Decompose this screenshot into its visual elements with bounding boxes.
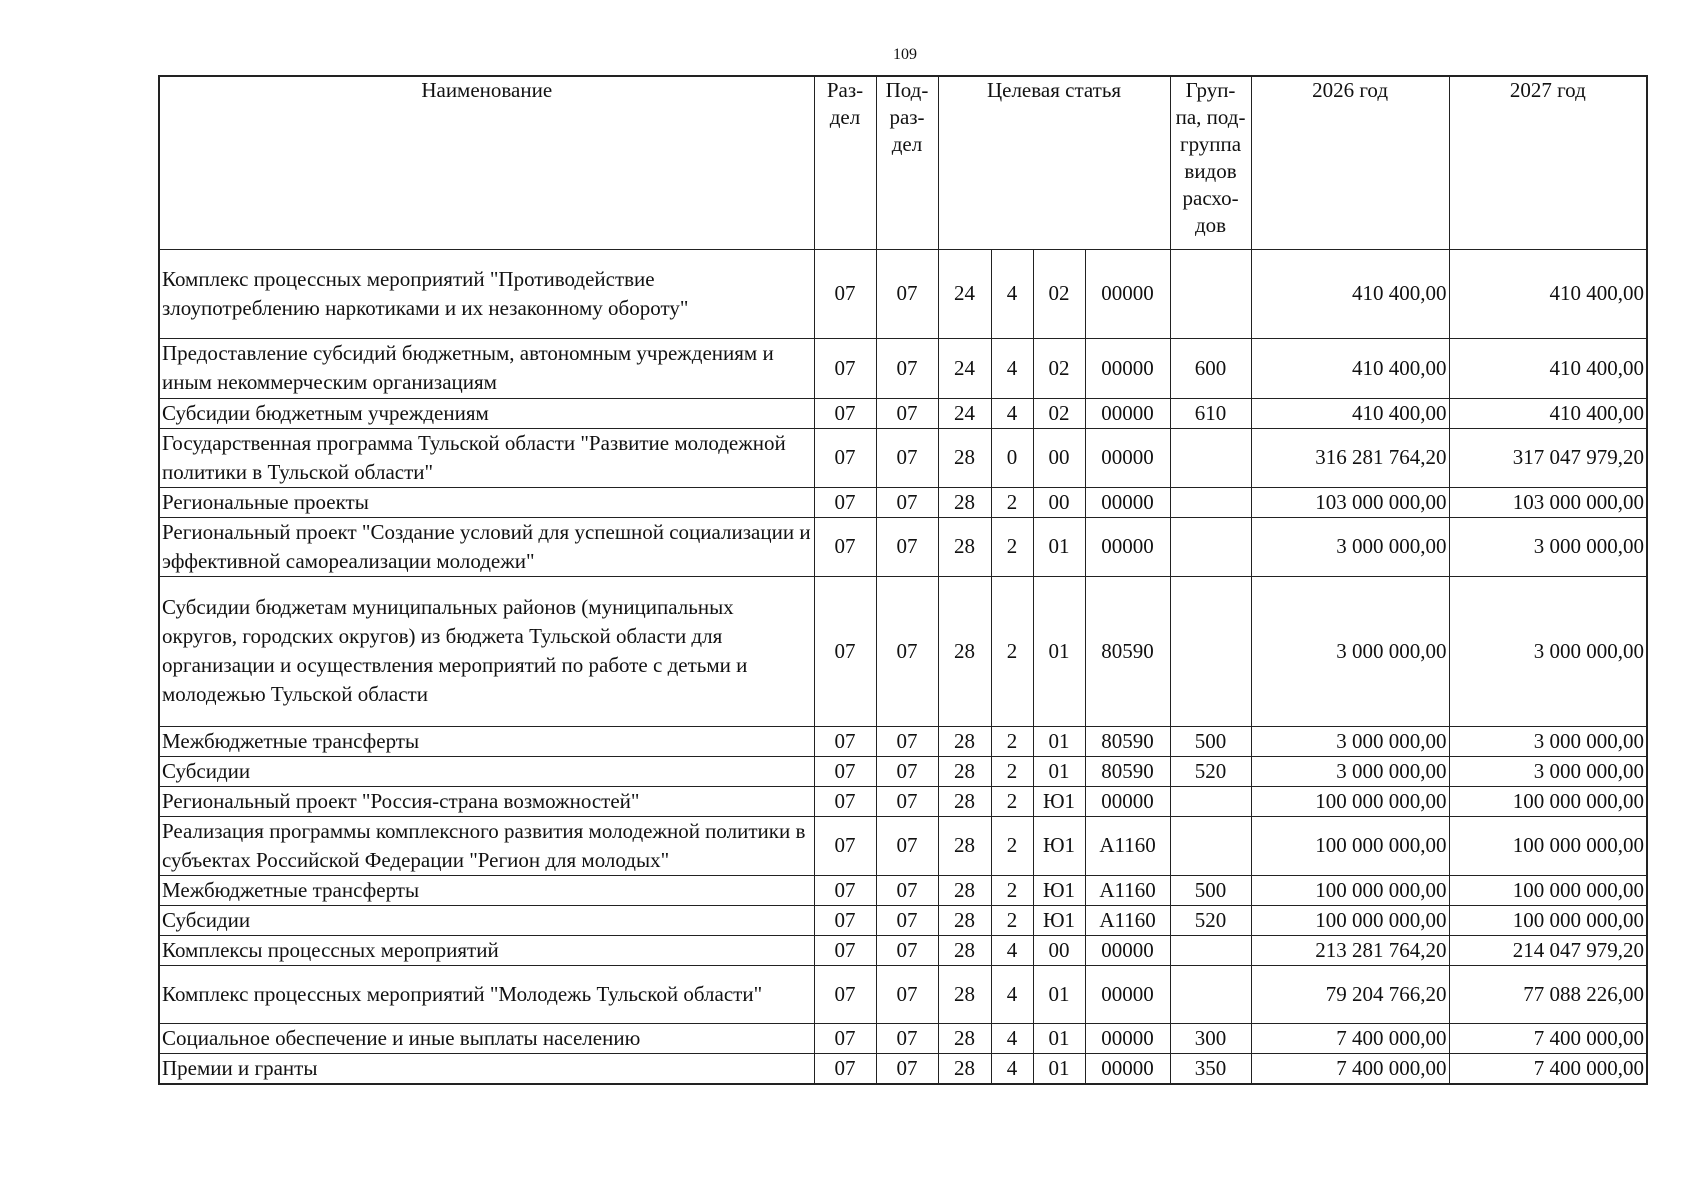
row-target-type: 4 (991, 398, 1033, 428)
row-razdel: 07 (814, 1023, 876, 1053)
row-amount-2027: 317 047 979,20 (1449, 428, 1647, 487)
table-row (159, 487, 1647, 517)
row-razdel: 07 (814, 875, 876, 905)
row-amount-2027: 3 000 000,00 (1449, 756, 1647, 786)
row-razdel: 07 (814, 338, 876, 398)
row-target-event: 02 (1033, 338, 1085, 398)
row-expense-group: 520 (1170, 905, 1251, 935)
row-name: Государственная программа Тульской области "Развитие молодежной политики в Тульской области" (159, 428, 814, 487)
row-amount-2027: 100 000 000,00 (1449, 786, 1647, 816)
row-target-type: 2 (991, 726, 1033, 756)
row-target-program: 28 (938, 965, 991, 1023)
row-amount-2027: 77 088 226,00 (1449, 965, 1647, 1023)
table-row (159, 935, 1647, 965)
row-amount-2026: 100 000 000,00 (1251, 786, 1449, 816)
row-amount-2026: 213 281 764,20 (1251, 935, 1449, 965)
row-expense-group (1170, 428, 1251, 487)
table-row (159, 786, 1647, 816)
row-expense-group (1170, 816, 1251, 875)
row-target-direction: 00000 (1085, 517, 1170, 576)
row-target-type: 2 (991, 875, 1033, 905)
row-razdel: 07 (814, 816, 876, 875)
row-podrazdel: 07 (876, 935, 938, 965)
row-target-type: 2 (991, 517, 1033, 576)
row-podrazdel: 07 (876, 756, 938, 786)
row-name: Региональный проект "Создание условий для успешной социализации и эффективной самореализации молодежи" (159, 517, 814, 576)
row-podrazdel: 07 (876, 816, 938, 875)
row-razdel: 07 (814, 398, 876, 428)
row-amount-2027: 410 400,00 (1449, 338, 1647, 398)
row-amount-2026: 410 400,00 (1251, 398, 1449, 428)
header-target-article: Целевая статья (938, 76, 1170, 249)
row-target-event: 01 (1033, 726, 1085, 756)
row-podrazdel: 07 (876, 249, 938, 338)
row-expense-group (1170, 576, 1251, 726)
table-row (159, 576, 1647, 726)
row-target-program: 28 (938, 517, 991, 576)
row-target-type: 4 (991, 935, 1033, 965)
row-amount-2027: 214 047 979,20 (1449, 935, 1647, 965)
row-amount-2027: 100 000 000,00 (1449, 875, 1647, 905)
row-target-type: 4 (991, 965, 1033, 1023)
row-target-program: 28 (938, 487, 991, 517)
row-razdel: 07 (814, 905, 876, 935)
row-name: Социальное обеспечение и иные выплаты населению (159, 1023, 814, 1053)
row-target-event: 00 (1033, 487, 1085, 517)
row-target-type: 2 (991, 816, 1033, 875)
row-amount-2026: 100 000 000,00 (1251, 875, 1449, 905)
row-target-direction: 00000 (1085, 398, 1170, 428)
row-amount-2027: 3 000 000,00 (1449, 517, 1647, 576)
row-expense-group: 350 (1170, 1053, 1251, 1084)
row-target-event: Ю1 (1033, 786, 1085, 816)
row-podrazdel: 07 (876, 517, 938, 576)
row-name: Субсидии бюджетам муниципальных районов (муниципальных округов, городских округов) из бюджета Тульской области для организации и осуществления мероприятий по работе с детьми и молодежью Тульской области (159, 576, 814, 726)
row-amount-2027: 410 400,00 (1449, 398, 1647, 428)
row-name: Комплекс процессных мероприятий "Противодействие злоупотреблению наркотиками и их незаконному обороту" (159, 249, 814, 338)
row-podrazdel: 07 (876, 338, 938, 398)
row-target-direction: 00000 (1085, 786, 1170, 816)
row-target-event: 01 (1033, 517, 1085, 576)
row-name: Межбюджетные трансферты (159, 726, 814, 756)
row-podrazdel: 07 (876, 1053, 938, 1084)
row-amount-2026: 100 000 000,00 (1251, 816, 1449, 875)
row-target-event: 01 (1033, 1023, 1085, 1053)
table-row (159, 875, 1647, 905)
row-target-type: 0 (991, 428, 1033, 487)
row-name: Комплекс процессных мероприятий "Молодежь Тульской области" (159, 965, 814, 1023)
row-target-type: 2 (991, 487, 1033, 517)
header-podrazdel: Под- раз- дел (876, 76, 938, 249)
row-target-direction: А1160 (1085, 816, 1170, 875)
row-target-program: 28 (938, 875, 991, 905)
row-amount-2027: 100 000 000,00 (1449, 905, 1647, 935)
row-target-event: 01 (1033, 965, 1085, 1023)
row-target-event: Ю1 (1033, 905, 1085, 935)
row-target-type: 4 (991, 1053, 1033, 1084)
table-row (159, 726, 1647, 756)
table-row (159, 517, 1647, 576)
header-year-2027: 2027 год (1449, 76, 1647, 249)
row-target-program: 28 (938, 576, 991, 726)
row-target-event: 02 (1033, 249, 1085, 338)
row-expense-group: 300 (1170, 1023, 1251, 1053)
row-expense-group (1170, 935, 1251, 965)
row-amount-2027: 100 000 000,00 (1449, 816, 1647, 875)
row-target-program: 28 (938, 816, 991, 875)
table-row (159, 338, 1647, 398)
row-target-direction: 00000 (1085, 338, 1170, 398)
row-podrazdel: 07 (876, 487, 938, 517)
table-header-row (159, 76, 1647, 249)
row-name: Субсидии (159, 756, 814, 786)
row-target-program: 24 (938, 249, 991, 338)
row-target-event: Ю1 (1033, 875, 1085, 905)
row-target-direction: 00000 (1085, 965, 1170, 1023)
row-razdel: 07 (814, 576, 876, 726)
row-podrazdel: 07 (876, 965, 938, 1023)
row-target-direction: 80590 (1085, 756, 1170, 786)
row-expense-group (1170, 965, 1251, 1023)
row-amount-2026: 100 000 000,00 (1251, 905, 1449, 935)
table-row (159, 1053, 1647, 1084)
row-target-event: 01 (1033, 576, 1085, 726)
row-target-program: 28 (938, 1023, 991, 1053)
row-amount-2027: 7 400 000,00 (1449, 1053, 1647, 1084)
row-amount-2027: 7 400 000,00 (1449, 1023, 1647, 1053)
row-expense-group (1170, 487, 1251, 517)
row-podrazdel: 07 (876, 398, 938, 428)
row-target-direction: 00000 (1085, 1053, 1170, 1084)
row-expense-group: 600 (1170, 338, 1251, 398)
row-podrazdel: 07 (876, 576, 938, 726)
row-target-program: 24 (938, 398, 991, 428)
row-razdel: 07 (814, 1053, 876, 1084)
row-razdel: 07 (814, 428, 876, 487)
row-razdel: 07 (814, 487, 876, 517)
row-target-type: 2 (991, 576, 1033, 726)
table-row (159, 428, 1647, 487)
row-amount-2026: 3 000 000,00 (1251, 756, 1449, 786)
row-podrazdel: 07 (876, 905, 938, 935)
row-target-type: 2 (991, 786, 1033, 816)
row-razdel: 07 (814, 726, 876, 756)
row-razdel: 07 (814, 786, 876, 816)
row-razdel: 07 (814, 965, 876, 1023)
row-amount-2026: 3 000 000,00 (1251, 517, 1449, 576)
row-expense-group (1170, 517, 1251, 576)
row-target-direction: 00000 (1085, 249, 1170, 338)
row-target-program: 24 (938, 338, 991, 398)
header-name: Наименование (159, 76, 814, 249)
row-podrazdel: 07 (876, 428, 938, 487)
row-amount-2027: 410 400,00 (1449, 249, 1647, 338)
row-name: Региональный проект "Россия-страна возможностей" (159, 786, 814, 816)
row-target-program: 28 (938, 935, 991, 965)
row-podrazdel: 07 (876, 875, 938, 905)
row-razdel: 07 (814, 756, 876, 786)
page-number: 109 (893, 46, 917, 63)
row-name: Комплексы процессных мероприятий (159, 935, 814, 965)
row-target-event: Ю1 (1033, 816, 1085, 875)
budget-table (158, 75, 1648, 1085)
row-amount-2026: 103 000 000,00 (1251, 487, 1449, 517)
row-target-type: 2 (991, 905, 1033, 935)
row-razdel: 07 (814, 249, 876, 338)
row-expense-group: 500 (1170, 875, 1251, 905)
row-name: Региональные проекты (159, 487, 814, 517)
row-amount-2027: 3 000 000,00 (1449, 726, 1647, 756)
row-name: Межбюджетные трансферты (159, 875, 814, 905)
row-expense-group: 520 (1170, 756, 1251, 786)
row-target-direction: 00000 (1085, 935, 1170, 965)
row-expense-group (1170, 786, 1251, 816)
row-name: Предоставление субсидий бюджетным, автономным учреждениям и иным некоммерческим организациям (159, 338, 814, 398)
row-target-program: 28 (938, 786, 991, 816)
row-amount-2026: 3 000 000,00 (1251, 576, 1449, 726)
table-row (159, 756, 1647, 786)
row-target-direction: А1160 (1085, 905, 1170, 935)
row-expense-group: 610 (1170, 398, 1251, 428)
row-target-event: 01 (1033, 756, 1085, 786)
row-name: Премии и гранты (159, 1053, 814, 1084)
header-razdel: Раз- дел (814, 76, 876, 249)
row-razdel: 07 (814, 935, 876, 965)
header-year-2026: 2026 год (1251, 76, 1449, 249)
row-amount-2027: 103 000 000,00 (1449, 487, 1647, 517)
row-razdel: 07 (814, 517, 876, 576)
row-target-program: 28 (938, 1053, 991, 1084)
row-amount-2026: 3 000 000,00 (1251, 726, 1449, 756)
row-name: Субсидии (159, 905, 814, 935)
table-row (159, 1023, 1647, 1053)
row-target-direction: 80590 (1085, 726, 1170, 756)
row-amount-2026: 79 204 766,20 (1251, 965, 1449, 1023)
table-row (159, 816, 1647, 875)
row-target-type: 4 (991, 1023, 1033, 1053)
row-target-event: 01 (1033, 1053, 1085, 1084)
row-amount-2026: 316 281 764,20 (1251, 428, 1449, 487)
row-target-direction: 00000 (1085, 1023, 1170, 1053)
row-target-event: 00 (1033, 935, 1085, 965)
row-amount-2026: 410 400,00 (1251, 338, 1449, 398)
row-expense-group (1170, 249, 1251, 338)
row-podrazdel: 07 (876, 786, 938, 816)
table-row (159, 249, 1647, 338)
row-amount-2026: 410 400,00 (1251, 249, 1449, 338)
row-podrazdel: 07 (876, 726, 938, 756)
table-row (159, 965, 1647, 1023)
row-target-program: 28 (938, 726, 991, 756)
row-amount-2026: 7 400 000,00 (1251, 1023, 1449, 1053)
row-name: Субсидии бюджетным учреждениям (159, 398, 814, 428)
header-expense-group: Груп- па, под- группа видов расхо- дов (1170, 76, 1251, 249)
row-podrazdel: 07 (876, 1023, 938, 1053)
table-row (159, 905, 1647, 935)
row-target-event: 02 (1033, 398, 1085, 428)
row-target-program: 28 (938, 756, 991, 786)
row-target-direction: 00000 (1085, 428, 1170, 487)
row-name: Реализация программы комплексного развития молодежной политики в субъектах Российской Федерации "Регион для молодых" (159, 816, 814, 875)
row-target-direction: 00000 (1085, 487, 1170, 517)
row-target-type: 4 (991, 249, 1033, 338)
row-target-event: 00 (1033, 428, 1085, 487)
table-row (159, 398, 1647, 428)
row-target-type: 2 (991, 756, 1033, 786)
row-target-type: 4 (991, 338, 1033, 398)
row-target-program: 28 (938, 905, 991, 935)
row-amount-2027: 3 000 000,00 (1449, 576, 1647, 726)
row-amount-2026: 7 400 000,00 (1251, 1053, 1449, 1084)
row-target-program: 28 (938, 428, 991, 487)
row-target-direction: А1160 (1085, 875, 1170, 905)
row-target-direction: 80590 (1085, 576, 1170, 726)
row-expense-group: 500 (1170, 726, 1251, 756)
